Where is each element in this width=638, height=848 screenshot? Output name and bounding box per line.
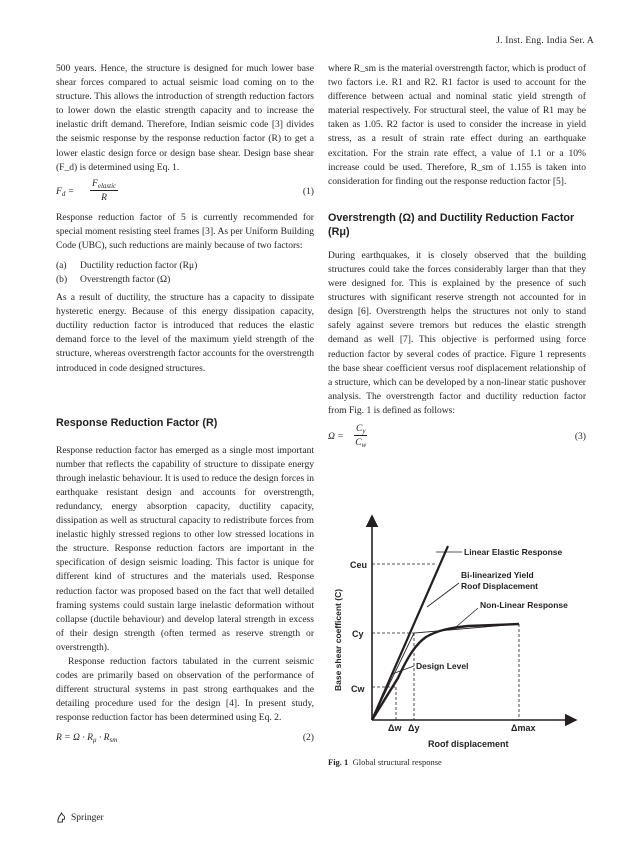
- eq-sub: elastic: [97, 181, 117, 190]
- factor-list: [56, 259, 314, 287]
- running-header: J. Inst. Eng. India Ser. A: [496, 36, 594, 46]
- list-item: [56, 259, 314, 273]
- eq-term: R = Ω · R: [56, 732, 93, 744]
- eq-sub: y: [362, 426, 366, 435]
- eq-denominator: R: [101, 191, 107, 203]
- list-label: (a): [56, 260, 67, 272]
- list-item: [56, 273, 314, 287]
- publisher-name: Springer: [71, 812, 104, 823]
- list-text: Overstrength factor (Ω): [80, 274, 171, 286]
- figure-caption: [328, 757, 442, 767]
- paragraph: 500 years. Hence, the structure is designed for much lower base shear forces compared to actual seismic load coming on to the structure. This allows the introduction of strength reduction factors to lower down the elastic strength capacity and to increase the inelastic drift demand. Therefore, Indian seismic code [3] divides the seismic response by the response reduction factor (R) to get a lower elastic design force or design base shear. Design base shear (F_d) is determined using Eq. 1.: [56, 63, 314, 173]
- equation-3: [328, 422, 586, 452]
- pushover-diagram: [328, 506, 590, 754]
- dw-label: Δw: [388, 723, 402, 733]
- eq-sub: w: [361, 440, 367, 449]
- eq-denominator: C: [355, 436, 362, 448]
- eq-sub: d: [61, 189, 66, 198]
- eq-equals: =: [337, 430, 344, 442]
- eq-term: Ω: [328, 430, 335, 442]
- cw-label: Cw: [351, 684, 365, 694]
- paragraph: Response reduction factor has emerged as a single most important number that reflects the capability of structure to dissipate energy through inelastic behaviour. It is used to reduce the design forces in earthquake resistant design and accounts for overstrength, redundancy, energy absorption capacity, ductility capacity, dissipation as well as structural capacity to redistribute forces from inelastic highly stressed regions to other low stressed locations in the structure. Response reduction factors are important in the specification of design seismic loading. This factor is unique for different kind of structures and the materials used. Response reduction factor was proposed based on the fact that well detailed framing systems could sustain large inelastic deformation without collapse (ductile behaviour) and develop lateral strength in excess of their design strength (often termed as reserve strength or overstrength).: [56, 444, 314, 653]
- leader-line: [456, 608, 478, 627]
- paragraph: During earthquakes, it is closely observed that the building structures could take the forces considerably larger than that they were designed for. This is explained by the presence of such structures with significant reserve strength not accounted for in design [6]. Overstrength helps the structures not only to stand safely against severe tremors but reduces the elastic strength demand as well [7]. This objective is performed using force reduction factor by several codes of practice. Figure 1 represents the base shear coefficient versus roof displacement relationship of a structure, which can be developed by a non-linear static pushover analysis. The overstrength factor and ductility reduction factor from Fig. 1 is defined as follows:: [328, 249, 586, 416]
- paragraph: As a result of ductility, the structure has a capacity to dissipate hysteretic energy. Because of this energy dissipation capacity, ductility reduction factor is introduced that reduces the elastic demand force to the level of the maximum yield strength of the structure, whereas overstrength factor accounts for the overstrength introduced in code designed structures.: [56, 292, 314, 374]
- dmax-label: Δmax: [511, 723, 536, 733]
- caption-label: Fig. 1: [328, 757, 349, 767]
- paragraph: Response reduction factors tabulated in the current seismic codes are primarily based on observation of the performance of different structural systems in past strong earthquakes and the detailing procedure used for the design [4]. In present study, response reduction factor has been determined using Eq. 2.: [56, 656, 314, 724]
- list-label: (b): [56, 274, 68, 286]
- cy-label: Cy: [352, 629, 364, 639]
- page-footer: [56, 812, 104, 823]
- eq-numerator: F: [92, 177, 98, 189]
- left-column: [56, 62, 314, 753]
- eq-sub: μ: [92, 736, 97, 745]
- annotation-design-level: Design Level: [416, 661, 469, 671]
- equation-2: [56, 729, 314, 749]
- figure-1: [328, 506, 590, 754]
- eq-equals: =: [67, 185, 75, 197]
- eq-sub: sm: [109, 736, 118, 745]
- ceu-label: Ceu: [350, 560, 368, 570]
- annotation-nonlinear: Non-Linear Response: [480, 600, 568, 610]
- annotation-bilinear-1: Bi-linearized Yield: [461, 570, 534, 580]
- eq-term: · R: [96, 732, 110, 744]
- equation-number: (1): [302, 185, 314, 197]
- annotation-bilinear-2: Roof Displacement: [461, 581, 538, 591]
- equation-number: (3): [574, 430, 586, 442]
- annotation-linear-elastic: Linear Elastic Response: [464, 547, 563, 557]
- springer-horse-icon: [56, 812, 67, 823]
- leader-line: [427, 583, 459, 607]
- paragraph: Response reduction factor of 5 is currently recommended for special moment resisting steel frames [3]. As per Uniform Building Code (UBC), such reductions are mainly because of two factors:: [56, 211, 314, 251]
- paragraph: where R_sm is the material overstrength factor, which is product of two factors i.e. R1 and R2. R1 factor is used to account for the difference between actual and nominal static yield strength of material respectively. For structural steel, the value of R1 may be taken as 1.05. R2 factor is used to consider the increase in yield stress, as a result of strain rate effect during an earthquake excitation. For the strain rate effect, a value of 1.1 or a 10% increase could be used. Therefore, R_sm of 1.155 is taken into consideration for finding out the response reduction factor [5].: [328, 63, 586, 187]
- y-axis-label: Base shear coefficent (C): [333, 588, 343, 691]
- section-heading: Response Reduction Factor (R): [56, 416, 218, 429]
- dy-label: Δy: [408, 723, 420, 733]
- section-heading: Overstrength (Ω) and Ductility Reduction Factor (Rμ): [328, 211, 575, 238]
- list-text: Ductility reduction factor (Rμ): [80, 260, 198, 272]
- eq-term: F: [56, 185, 62, 197]
- eq-numerator: C: [356, 422, 363, 434]
- caption-text: Global structural response: [352, 757, 442, 767]
- equation-1: [56, 177, 314, 207]
- equation-number: (2): [302, 732, 314, 744]
- right-column: [328, 62, 586, 456]
- x-axis-label: Roof displacement: [428, 739, 509, 749]
